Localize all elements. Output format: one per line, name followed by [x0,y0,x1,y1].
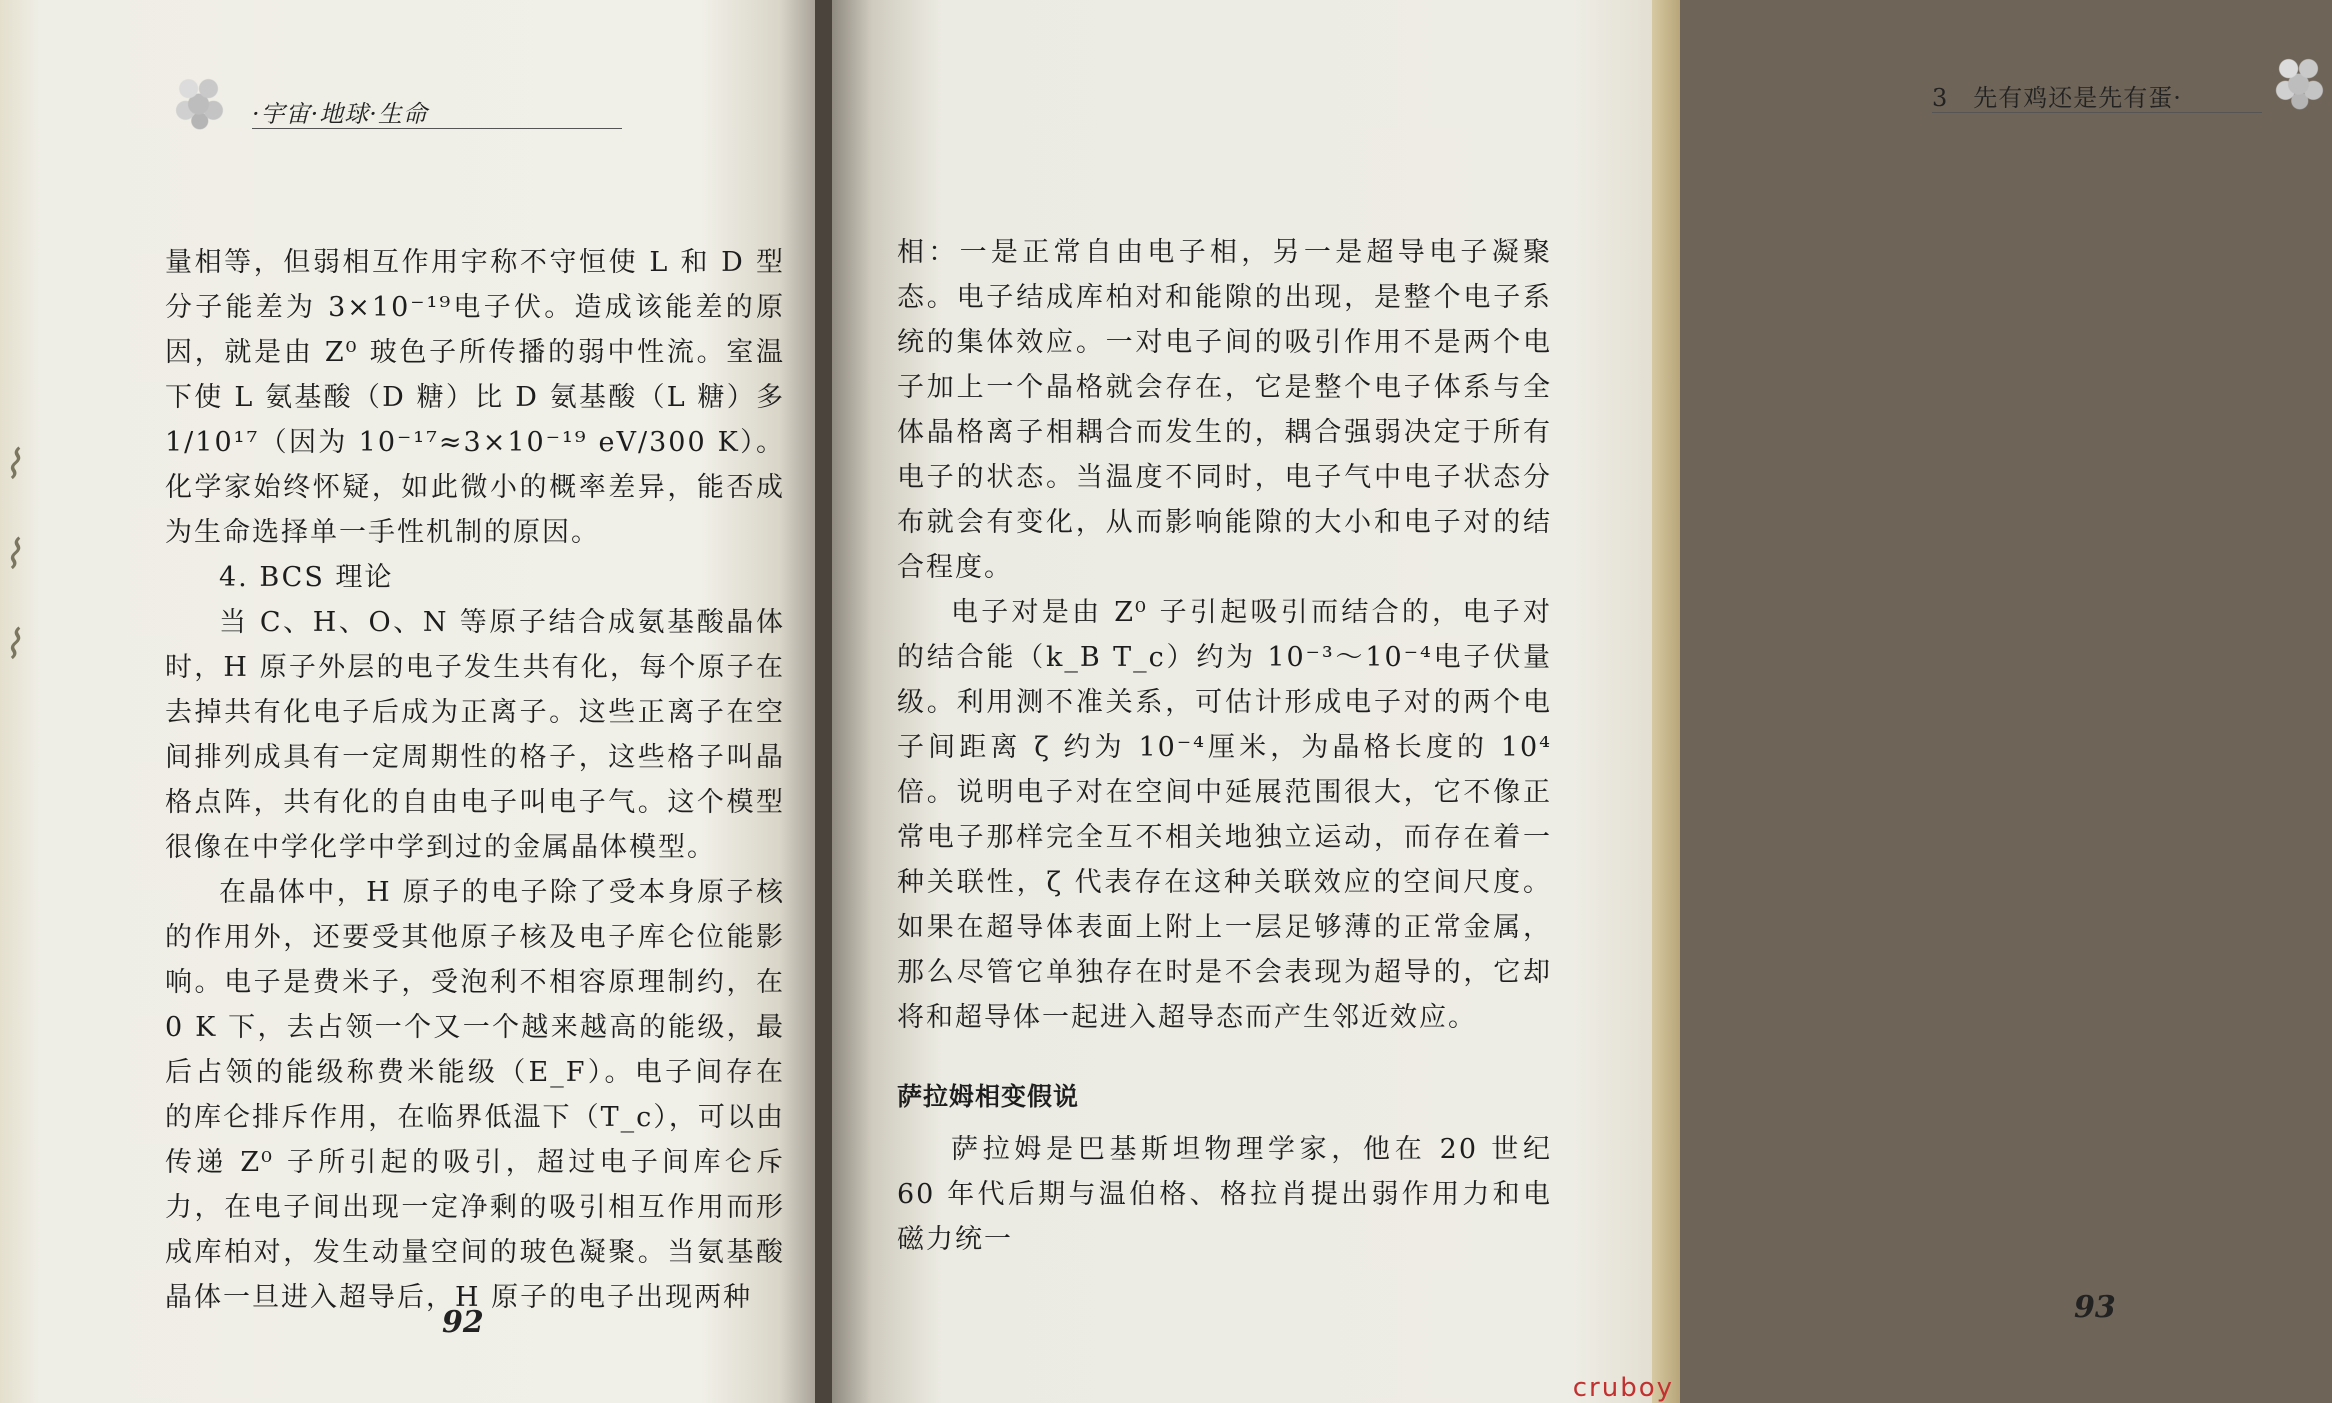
left-running-header [170,70,810,130]
page-number: 92 [442,1305,484,1340]
molecule-logo-icon [2270,50,2332,112]
book-edge [1652,0,1680,1403]
paragraph: 电子对是由 Z⁰ 子引起吸引而结合的，电子对的结合能（k_B T_c）约为 10⁻³～10⁻⁴电子伏量级。利用测不准关系，可估计形成电子对的两个电子间距离 ζ 约为 10⁻⁴厘米，为晶格长度的 10⁴ 倍。说明电子对在空间中延展范围很大，它不像正常电子那样完全互不相关地独立运动，而存在着一种关联性，ζ 代表存在这种关联效应的空间尺度。如果在超导体表面上附上一层足够薄的正常金属，那么尽管它单独存在时是不会表现为超导的，它却将和超导体一起进入超导态而产生邻近效应。 [897,597,1552,1033]
right-header-title: 3 先有鸡还是先有蛋· [1932,84,2182,112]
paragraph: 在晶体中，H 原子的电子除了受本身原子核的作用外，还要受其他原子核及电子库仑位能影响。电子是费米子，受泡利不相容原理制约，在 0 K 下，去占领一个又一个越来越高的能级，最后占领的能级称费米能级（E_F）。电子间存在的库仑排斥作用，在临界低温下（T_c），可以由传递 Z⁰ 子所引起的吸引，超过电子间库仑斥力，在电子间出现一定净剩的吸引相互作用而形成库柏对，发生动量空间的玻色凝聚。当氨基酸晶体一旦进入超导后，H 原子的电子出现两种 [165,877,785,1313]
paragraph: 萨拉姆是巴基斯坦物理学家，他在 20 世纪 60 年代后期与温伯格、格拉肖提出弱作用力和电磁力统一 [897,1134,1552,1255]
watermark: cruboy [1572,1373,1674,1403]
page-number: 93 [2074,1290,2116,1325]
header-rule [252,128,622,129]
paragraph: 量相等，但弱相互作用宇称不守恒使 L 和 D 型分子能差为 3×10⁻¹⁹电子伏。造成该能差的原因，就是由 Z⁰ 玻色子所传播的弱中性流。室温下使 L 氨基酸（D 糖）比 D 氨基酸（L 糖）多 1/10¹⁷（因为 10⁻¹⁷≈3×10⁻¹⁹ eV/300 K）。化学家始终怀疑，如此微小的概率差异，能否成为生命选择单一手性机制的原因。 [165,247,785,548]
handwritten-margin-marks: ⌇ ⌇ ⌇ [2,442,22,668]
paragraph: 当 C、H、O、N 等原子结合成氨基酸晶体时，H 原子外层的电子发生共有化，每个原子在去掉共有化电子后成为正离子。这些正离子在空间排列成具有一定周期性的格子，这些格子叫晶格点阵，共有化的自由电子叫电子气。这个模型很像在中学化学中学到过的金属晶体模型。 [165,607,785,863]
left-page [0,0,815,1403]
right-body-text [897,230,1552,1262]
left-header-title: ·宇宙·地球·生命 [252,100,428,128]
section-heading: 4. BCS 理论 [219,562,394,593]
paragraph: 相：一是正常自由电子相，另一是超导电子凝聚态。电子结成库柏对和能隙的出现，是整个电子系统的集体效应。一对电子间的吸引作用不是两个电子加上一个晶格就会存在，它是整个电子体系与全体晶格离子相耦合而发生的，耦合强弱决定于所有电子的状态。当温度不同时，电子气中电子状态分布就会有变化，从而影响能隙的大小和电子对的结合程度。 [897,237,1552,583]
molecule-logo-icon [170,70,232,132]
left-body-text [165,240,785,1320]
right-running-header [1932,70,2332,130]
section-heading: 萨拉姆相变假说 [897,1082,1080,1111]
book-gutter [815,0,832,1403]
header-rule [1932,112,2262,113]
right-page [832,0,2182,1403]
